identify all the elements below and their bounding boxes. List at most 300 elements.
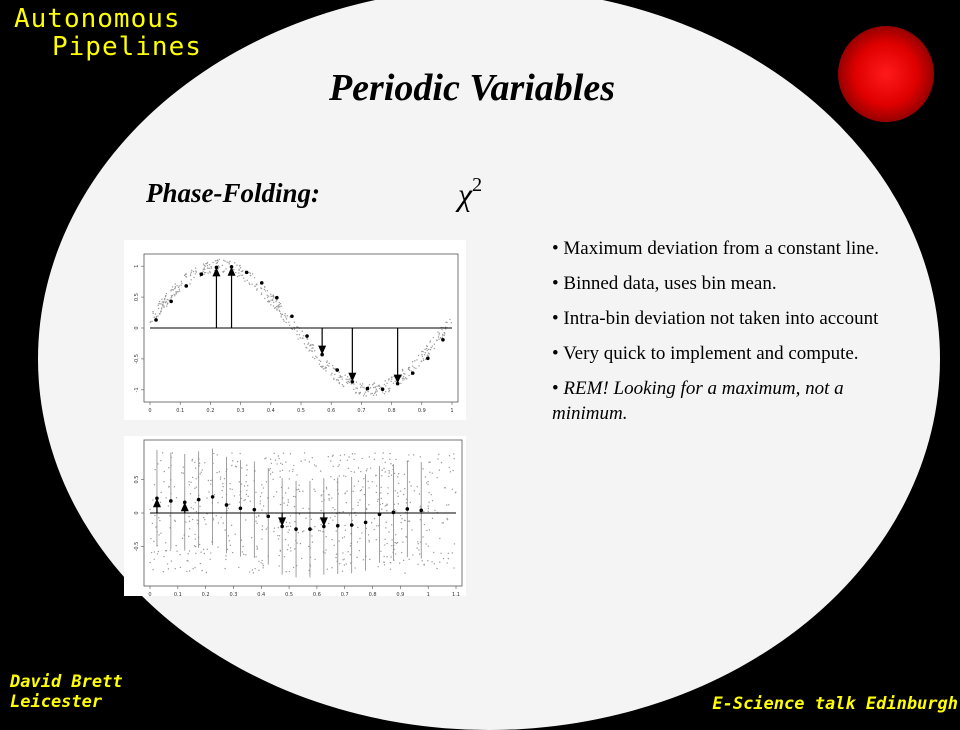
scatter-noise-point	[282, 464, 283, 465]
scatter-noise-point	[452, 470, 453, 471]
scatter-noise-point	[426, 348, 427, 349]
scatter-noise-point	[331, 497, 332, 498]
scatter-noise-point	[286, 318, 287, 319]
scatter-noise-point	[292, 471, 293, 472]
scatter-noise-point	[270, 300, 271, 301]
scatter-noise-point	[302, 490, 303, 491]
scatter-noise-point	[268, 469, 269, 470]
scatter-noise-point	[218, 522, 219, 523]
scatter-noise-point	[418, 355, 419, 356]
scatter-noise-point	[186, 560, 187, 561]
scatter-noise-point	[391, 475, 392, 476]
scatter-noise-point	[220, 476, 221, 477]
scatter-noise-point	[179, 289, 180, 290]
scatter-noise-point	[245, 499, 246, 500]
scatter-noise-point	[190, 279, 191, 280]
scatter-noise-point	[159, 313, 160, 314]
scatter-noise-point	[254, 568, 255, 569]
bin-mean-point	[381, 387, 385, 391]
scatter-noise-point	[216, 472, 217, 473]
y-tick-label: 0	[134, 511, 140, 515]
scatter-noise-point	[399, 562, 400, 563]
scatter-noise-point	[253, 572, 254, 573]
scatter-noise-point	[313, 344, 314, 345]
scatter-noise-point	[433, 552, 434, 553]
scatter-noise-point	[255, 492, 256, 493]
scatter-noise-point	[429, 462, 430, 463]
scatter-noise-point	[397, 476, 398, 477]
scatter-noise-point	[286, 522, 287, 523]
scatter-noise-point	[314, 559, 315, 560]
scatter-noise-point	[298, 532, 299, 533]
scatter-noise-point	[266, 481, 267, 482]
scatter-noise-point	[384, 562, 385, 563]
scatter-noise-point	[349, 378, 350, 379]
scatter-noise-point	[424, 349, 425, 350]
scatter-noise-point	[150, 322, 151, 323]
scatter-noise-point	[437, 331, 438, 332]
scatter-noise-point	[172, 286, 173, 287]
scatter-noise-point	[299, 491, 300, 492]
sine-phase-plot	[124, 240, 466, 420]
scatter-noise-point	[375, 475, 376, 476]
scatter-noise-point	[361, 532, 362, 533]
scatter-noise-point	[205, 523, 206, 524]
scatter-noise-point	[195, 268, 196, 269]
scatter-noise-point	[409, 370, 410, 371]
scatter-noise-point	[183, 472, 184, 473]
scatter-noise-point	[258, 561, 259, 562]
scatter-noise-point	[453, 567, 454, 568]
scatter-noise-point	[202, 271, 203, 272]
scatter-noise-point	[262, 529, 263, 530]
scatter-noise-point	[322, 531, 323, 532]
scatter-noise-point	[312, 356, 313, 357]
scatter-noise-point	[160, 502, 161, 503]
scatter-noise-point	[372, 481, 373, 482]
scatter-noise-point	[384, 462, 385, 463]
bin-mean-point	[294, 527, 298, 531]
scatter-noise-point	[278, 455, 279, 456]
bin-mean-point	[350, 523, 354, 527]
scatter-noise-point	[428, 349, 429, 350]
scatter-noise-point	[261, 294, 262, 295]
scatter-noise-point	[403, 373, 404, 374]
scatter-noise-point	[261, 484, 262, 485]
scatter-noise-point	[323, 368, 324, 369]
scatter-noise-point	[279, 535, 280, 536]
scatter-noise-point	[444, 335, 445, 336]
scatter-noise-point	[373, 387, 374, 388]
scatter-noise-point	[368, 541, 369, 542]
scatter-noise-point	[330, 476, 331, 477]
scatter-noise-point	[288, 487, 289, 488]
scatter-noise-point	[300, 461, 301, 462]
scatter-noise-point	[332, 507, 333, 508]
scatter-noise-point	[327, 568, 328, 569]
scatter-noise-point	[149, 562, 150, 563]
scatter-noise-point	[344, 536, 345, 537]
scatter-noise-point	[451, 322, 452, 323]
scatter-noise-point	[160, 532, 161, 533]
scatter-noise-point	[236, 264, 237, 265]
scatter-noise-point	[299, 337, 300, 338]
scatter-noise-point	[245, 554, 246, 555]
scatter-noise-point	[374, 529, 375, 530]
scatter-noise-point	[216, 515, 217, 516]
scatter-noise-point	[189, 283, 190, 284]
scatter-noise-point	[293, 496, 294, 497]
scatter-noise-point	[355, 392, 356, 393]
scatter-noise-point	[166, 305, 167, 306]
scatter-noise-point	[363, 559, 364, 560]
scatter-noise-point	[412, 365, 413, 366]
scatter-noise-point	[374, 383, 375, 384]
scatter-noise-point	[242, 275, 243, 276]
scatter-noise-point	[320, 470, 321, 471]
scatter-noise-point	[175, 286, 176, 287]
scatter-noise-point	[336, 554, 337, 555]
scatter-noise-point	[420, 456, 421, 457]
scatter-noise-point	[260, 496, 261, 497]
scatter-noise-point	[262, 525, 263, 526]
scatter-noise-point	[437, 458, 438, 459]
scatter-noise-point	[380, 551, 381, 552]
scatter-noise-point	[385, 527, 386, 528]
scatter-noise-point	[346, 563, 347, 564]
scatter-noise-point	[395, 534, 396, 535]
scatter-noise-point	[193, 271, 194, 272]
x-tick-label: 0.4	[257, 592, 266, 596]
scatter-noise-point	[384, 384, 385, 385]
scatter-noise-point	[294, 548, 295, 549]
scatter-noise-point	[370, 387, 371, 388]
scatter-noise-point	[290, 515, 291, 516]
scatter-noise-point	[372, 393, 373, 394]
scatter-noise-point	[285, 316, 286, 317]
scatter-noise-point	[278, 527, 279, 528]
scatter-noise-point	[192, 568, 193, 569]
scatter-noise-point	[350, 562, 351, 563]
scatter-noise-point	[357, 527, 358, 528]
bullet-list	[552, 236, 912, 436]
scatter-noise-point	[196, 486, 197, 487]
scatter-noise-point	[394, 509, 395, 510]
scatter-noise-point	[238, 275, 239, 276]
scatter-noise-point	[426, 345, 427, 346]
bin-mean-point	[308, 527, 312, 531]
scatter-noise-point	[334, 516, 335, 517]
scatter-noise-point	[214, 494, 215, 495]
scatter-noise-point	[391, 524, 392, 525]
bullet-text: REM! Looking for a maximum, not a minimum.	[552, 378, 844, 424]
scatter-noise-point	[324, 552, 325, 553]
scatter-noise-point	[174, 288, 175, 289]
scatter-noise-point	[365, 395, 366, 396]
scatter-noise-point	[325, 370, 326, 371]
scatter-noise-point	[195, 553, 196, 554]
scatter-noise-point	[246, 475, 247, 476]
scatter-noise-point	[182, 538, 183, 539]
scatter-noise-point	[159, 520, 160, 521]
scatter-noise-point	[264, 458, 265, 459]
bin-mean-point	[260, 281, 264, 285]
scatter-noise-point	[175, 545, 176, 546]
scatter-noise-point	[443, 522, 444, 523]
scatter-noise-point	[434, 510, 435, 511]
scatter-noise-point	[222, 497, 223, 498]
bin-mean-point	[169, 300, 173, 304]
x-tick-label: 0.7	[340, 592, 349, 596]
scatter-noise-point	[424, 354, 425, 355]
scatter-noise-point	[191, 270, 192, 271]
scatter-noise-point	[210, 483, 211, 484]
scatter-noise-point	[384, 393, 385, 394]
scatter-noise-point	[377, 501, 378, 502]
scatter-noise-point	[436, 477, 437, 478]
scatter-noise-point	[320, 510, 321, 511]
scatter-noise-point	[190, 482, 191, 483]
scatter-noise-point	[165, 295, 166, 296]
scatter-noise-point	[438, 339, 439, 340]
scatter-noise-point	[321, 366, 322, 367]
scatter-noise-point	[402, 379, 403, 380]
scatter-noise-point	[347, 381, 348, 382]
scatter-noise-point	[206, 572, 207, 573]
scatter-noise-point	[311, 535, 312, 536]
scatter-noise-point	[339, 372, 340, 373]
scatter-noise-point	[229, 540, 230, 541]
scatter-noise-point	[287, 505, 288, 506]
bullet-item: • Binned data, uses bin mean.	[552, 273, 777, 294]
scatter-noise-point	[195, 273, 196, 274]
x-tick-label: 0.6	[327, 408, 336, 414]
scatter-noise-point	[256, 288, 257, 289]
scatter-noise-point	[196, 271, 197, 272]
scatter-noise-point	[419, 493, 420, 494]
scatter-noise-point	[204, 553, 205, 554]
scatter-noise-point	[342, 552, 343, 553]
scatter-noise-point	[274, 527, 275, 528]
scatter-noise-point	[440, 337, 441, 338]
scatter-noise-point	[280, 303, 281, 304]
x-tick-label: 0.8	[387, 408, 396, 414]
scatter-noise-point	[440, 553, 441, 554]
scatter-noise-point	[276, 299, 277, 300]
scatter-noise-point	[290, 550, 291, 551]
scatter-noise-point	[151, 321, 152, 322]
scatter-noise-point	[204, 269, 205, 270]
scatter-noise-point	[160, 492, 161, 493]
scatter-noise-point	[393, 383, 394, 384]
bin-mean-point	[239, 507, 243, 511]
scatter-noise-point	[221, 517, 222, 518]
scatter-noise-point	[388, 379, 389, 380]
scatter-noise-point	[418, 549, 419, 550]
scatter-noise-point	[352, 453, 353, 454]
scatter-noise-point	[362, 386, 363, 387]
scatter-noise-point	[210, 480, 211, 481]
scatter-noise-point	[218, 265, 219, 266]
scatter-noise-point	[352, 508, 353, 509]
scatter-noise-point	[428, 461, 429, 462]
x-tick-label: 0.1	[173, 592, 182, 596]
scatter-noise-point	[163, 571, 164, 572]
scatter-noise-point	[363, 387, 364, 388]
scatter-noise-point	[421, 354, 422, 355]
scatter-noise-point	[364, 494, 365, 495]
scatter-noise-point	[273, 496, 274, 497]
scatter-noise-point	[426, 530, 427, 531]
scatter-noise-point	[347, 551, 348, 552]
scatter-noise-point	[324, 368, 325, 369]
scatter-noise-point	[433, 337, 434, 338]
bin-mean-point	[245, 271, 249, 275]
scatter-noise-point	[275, 307, 276, 308]
scatter-noise-point	[390, 381, 391, 382]
scatter-noise-point	[294, 521, 295, 522]
scatter-noise-point	[362, 486, 363, 487]
scatter-noise-point	[302, 508, 303, 509]
scatter-noise-point	[448, 553, 449, 554]
scatter-noise-point	[385, 505, 386, 506]
scatter-noise-point	[343, 475, 344, 476]
scatter-noise-point	[362, 383, 363, 384]
scatter-noise-point	[312, 350, 313, 351]
scatter-noise-point	[421, 360, 422, 361]
scatter-noise-point	[227, 508, 228, 509]
scatter-noise-point	[366, 470, 367, 471]
scatter-noise-point	[285, 571, 286, 572]
scatter-noise-point	[241, 467, 242, 468]
scatter-noise-point	[299, 334, 300, 335]
scatter-noise-point	[376, 525, 377, 526]
scatter-noise-point	[338, 464, 339, 465]
scatter-noise-point	[408, 520, 409, 521]
scatter-noise-point	[438, 334, 439, 335]
scatter-noise-point	[262, 567, 263, 568]
scatter-noise-point	[290, 453, 291, 454]
scatter-noise-point	[419, 553, 420, 554]
scatter-noise-point	[361, 489, 362, 490]
scatter-noise-point	[425, 352, 426, 353]
scatter-noise-point	[183, 466, 184, 467]
scatter-noise-point	[328, 523, 329, 524]
scatter-noise-point	[161, 299, 162, 300]
scatter-noise-point	[194, 488, 195, 489]
scatter-noise-point	[264, 286, 265, 287]
scatter-noise-point	[254, 286, 255, 287]
scatter-noise-point	[205, 266, 206, 267]
scatter-noise-point	[372, 384, 373, 385]
scatter-noise-point	[151, 552, 152, 553]
scatter-noise-point	[287, 532, 288, 533]
scatter-noise-point	[342, 384, 343, 385]
scatter-noise-point	[388, 391, 389, 392]
scatter-noise-point	[188, 481, 189, 482]
scatter-noise-point	[207, 267, 208, 268]
bullet-item: • Very quick to implement and compute.	[552, 343, 859, 364]
scatter-noise-point	[289, 522, 290, 523]
scatter-noise-point	[248, 283, 249, 284]
scatter-noise-point	[368, 504, 369, 505]
scatter-noise-point	[255, 520, 256, 521]
scatter-noise-point	[428, 353, 429, 354]
scatter-noise-point	[414, 360, 415, 361]
scatter-noise-point	[175, 283, 176, 284]
scatter-noise-point	[358, 481, 359, 482]
scatter-noise-point	[447, 519, 448, 520]
scatter-noise-point	[203, 274, 204, 275]
scatter-noise-point	[287, 549, 288, 550]
scatter-noise-point	[390, 556, 391, 557]
scatter-noise-point	[406, 378, 407, 379]
scatter-noise-point	[173, 289, 174, 290]
scatter-noise-point	[387, 487, 388, 488]
scatter-noise-point	[319, 364, 320, 365]
scatter-noise-point	[248, 272, 249, 273]
scatter-noise-point	[174, 486, 175, 487]
scatter-noise-point	[256, 545, 257, 546]
scatter-noise-point	[427, 481, 428, 482]
scatter-noise-point	[441, 329, 442, 330]
scatter-noise-point	[411, 529, 412, 530]
scatter-noise-point	[401, 528, 402, 529]
scatter-noise-point	[279, 306, 280, 307]
deviation-arrow-head	[181, 502, 189, 511]
scatter-noise-point	[359, 499, 360, 500]
scatter-noise-point	[154, 515, 155, 516]
scatter-noise-point	[266, 528, 267, 529]
scatter-noise-point	[158, 517, 159, 518]
scatter-noise-point	[258, 570, 259, 571]
scatter-noise-point	[282, 314, 283, 315]
scatter-noise-point	[290, 547, 291, 548]
scatter-noise-point	[302, 337, 303, 338]
scatter-noise-point	[403, 494, 404, 495]
scatter-noise-point	[189, 521, 190, 522]
scatter-noise-point	[238, 567, 239, 568]
bullet-text: Binned data, uses bin mean.	[563, 273, 777, 294]
scatter-noise-point	[347, 379, 348, 380]
bullet-item-warning: • REM! Looking for a maximum, not a minimum.	[552, 378, 844, 424]
scatter-noise-point	[217, 262, 218, 263]
scatter-noise-point	[204, 462, 205, 463]
scatter-noise-point	[427, 505, 428, 506]
scatter-noise-point	[332, 365, 333, 366]
scatter-noise-point	[320, 530, 321, 531]
scatter-noise-point	[320, 366, 321, 367]
scatter-noise-point	[401, 552, 402, 553]
scatter-noise-point	[341, 376, 342, 377]
scatter-noise-point	[199, 463, 200, 464]
scatter-noise-point	[280, 504, 281, 505]
bin-mean-point	[366, 387, 370, 391]
scatter-noise-point	[400, 383, 401, 384]
author-institution: Leicester	[10, 692, 103, 712]
scatter-noise-point	[299, 514, 300, 515]
scatter-noise-point	[196, 511, 197, 512]
scatter-noise-point	[301, 558, 302, 559]
scatter-noise-point	[285, 322, 286, 323]
x-tick-label: 0.5	[297, 408, 305, 414]
deviation-arrow-head	[228, 267, 236, 276]
author-name: David Brett	[10, 672, 123, 692]
scatter-noise-point	[164, 471, 165, 472]
scatter-noise-point	[156, 316, 157, 317]
scatter-noise-point	[446, 504, 447, 505]
scatter-noise-point	[293, 465, 294, 466]
